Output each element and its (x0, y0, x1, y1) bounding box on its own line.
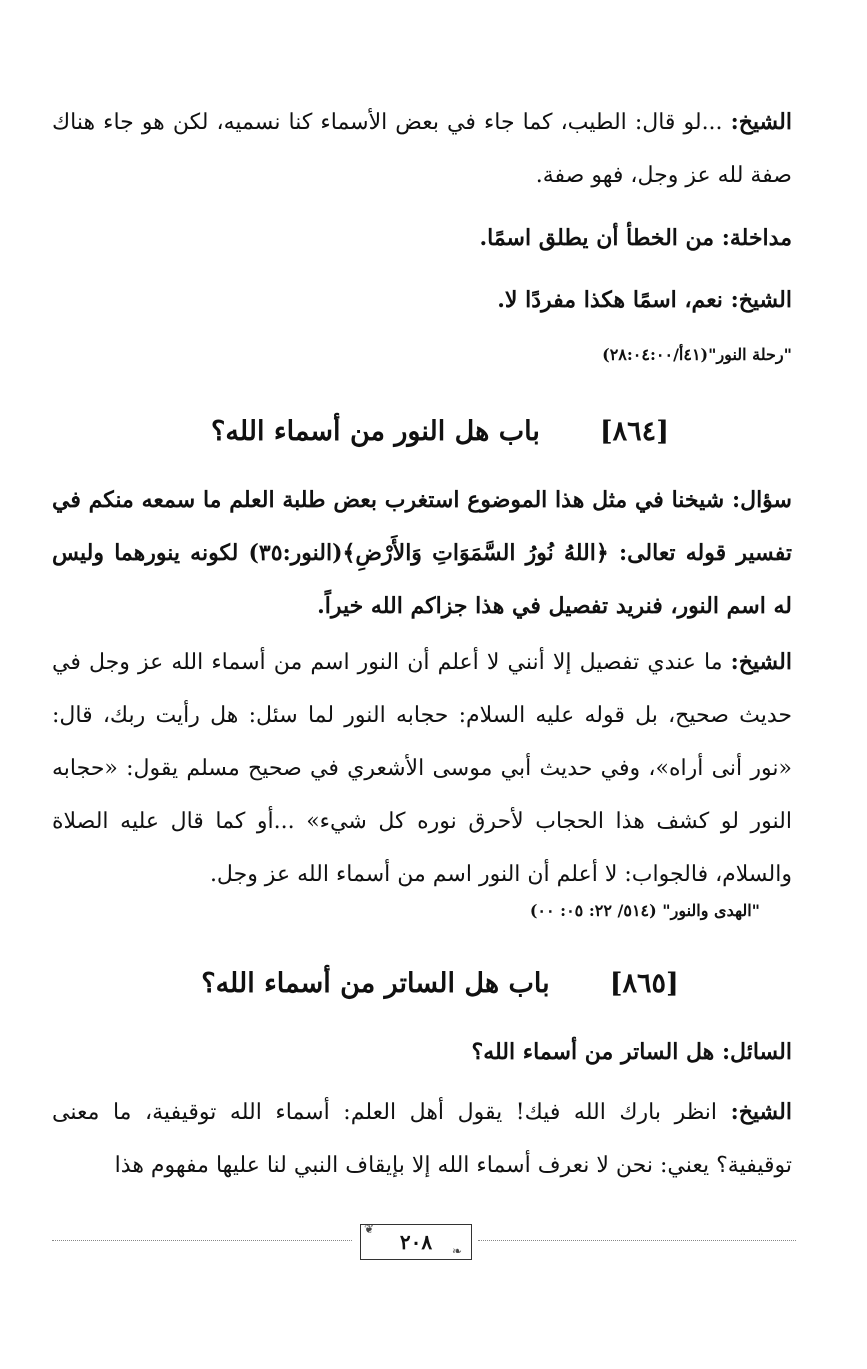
source-reference-1: "رحلة النور"(٤١أ/٢٨:٠٤:٠٠) (602, 345, 792, 364)
section-heading-865 (120, 964, 760, 1004)
paragraph-interjection (52, 212, 792, 265)
answer-1 (52, 636, 792, 901)
speaker-label: الشيخ: (730, 649, 792, 675)
paragraph-sheikh-1 (52, 96, 792, 202)
ornament-icon: ❦ (364, 1222, 375, 1236)
paragraph-text: نعم، اسمًا هكذا مفردًا لا. (497, 287, 731, 313)
section-heading-864 (120, 412, 760, 452)
section-number: [٨٦٤] (599, 416, 669, 447)
answer-2 (52, 1086, 792, 1192)
section-title: باب هل النور من أسماء الله؟ (211, 416, 540, 447)
speaker-label: سؤال: (731, 487, 792, 513)
footer-divider-right (478, 1240, 796, 1241)
speaker-label: مداخلة: (721, 225, 792, 251)
footer-divider-left (52, 1240, 352, 1241)
question-2 (52, 1026, 792, 1079)
paragraph-text: ...لو قال: الطيب، كما جاء في بعض الأسماء كنا نسميه، لكن هو جاء هناك صفة لله عز وجل، فهو صفة. (52, 110, 792, 188)
ornament-icon: ❧ (452, 1244, 463, 1258)
speaker-label: السائل: (721, 1039, 792, 1065)
question-1 (52, 474, 792, 633)
page-number: ٢٠٨ (360, 1224, 472, 1260)
section-number: [٨٦٥] (609, 968, 679, 999)
speaker-label: الشيخ: (730, 109, 792, 135)
source-reference-2: "الهدى والنور" (٥١٤/ ٢٢: ٠٥: ٠٠) (529, 901, 760, 920)
speaker-label: الشيخ: (730, 1099, 792, 1125)
paragraph-text: شيخنا في مثل هذا الموضوع استغرب بعض طلبة العلم ما سمعه منكم في تفسير قوله تعالى: ﴿اللهُ نُورُ السَّمَوَاتِ وَالأَرْضِ﴾(النور:٣٥) لكونه ينورهما وليس له اسم النور، فنريد تفصيل في هذا جزاكم الله خيراً. (52, 487, 792, 619)
paragraph-text: ما عندي تفصيل إلا أنني لا أعلم أن النور اسم من أسماء الله عز وجل في حديث صحيح، بل قوله عليه السلام: حجابه النور لما سئل: هل رأيت ربك، قال: «نور أنى أراه»، وفي حديث أبي موسى الأشعري في صحيح مسلم يقول: «حجابه النور لو كشف هذا الحجاب لأحرق نوره كل شيء» ...أو كما قال عليه الصلاة والسلام، فالجواب: لا أعلم أن النور اسم من أسماء الله عز وجل. (52, 650, 792, 887)
paragraph-text: هل الساتر من أسماء الله؟ (471, 1039, 722, 1065)
paragraph-text: من الخطأ أن يطلق اسمًا. (479, 225, 722, 251)
paragraph-sheikh-2 (52, 274, 792, 327)
paragraph-text: انظر بارك الله فيك! يقول أهل العلم: أسماء الله توقيفية، ما معنى توقيفية؟ يعني: نحن لا نعرف أسماء الله إلا بإيقاف النبي لنا عليها مفهوم هذا (52, 1100, 792, 1178)
speaker-label: الشيخ: (730, 287, 792, 313)
section-title: باب هل الساتر من أسماء الله؟ (201, 968, 550, 999)
